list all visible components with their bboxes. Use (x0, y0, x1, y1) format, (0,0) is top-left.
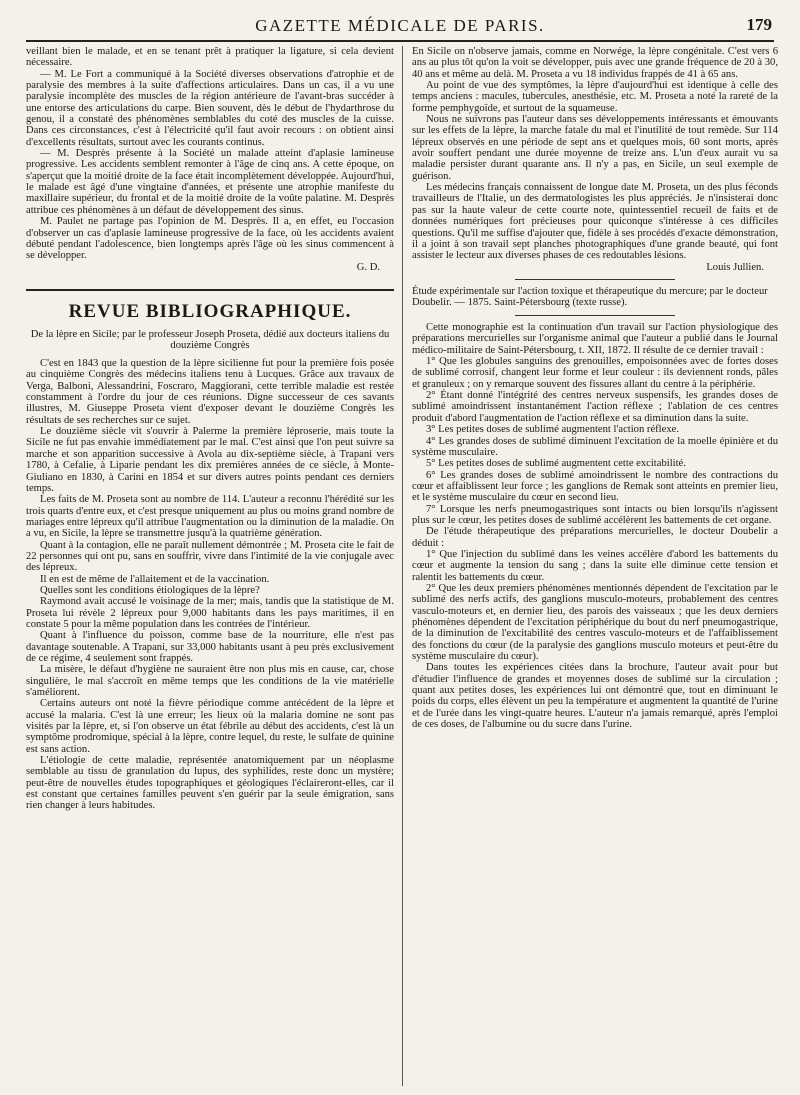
review-paragraph: Les faits de M. Proseta sont au nombre de 114. L'auteur a reconnu l'hérédité sur les trois quarts d'entre eux, et c'est presque uniquement au plus ou moins grand nombre de mariages entre lépreux qu'il attribue l'augmentation ou la diminution de la maladie. On a vu, en Sicile, la lèpre se transmettre jusqu'à la quatrième génération. (26, 494, 394, 540)
review-paragraph: Le douzième siècle vit s'ouvrir à Palerme la première léproserie, mais toute la Sicile ne fut pas envahie immédiatement par le mal. C'est ainsi que l'on peut suivre sa marche et son apparition successive à Avola au dix-septième siècle, à Trapani vers 1780, à Cefalie, à Liparie pendant les dix premières années de ce siècle, à Monte-Giuliano en 1830, à Carini en 1854 et sur divers autres points pendant ces derniers temps. (26, 426, 394, 494)
review-paragraph: Raymond avait accusé le voisinage de la mer; mais, tandis que la statistique de M. Proseta lui révèle 2 lépreux pour 9,000 habitants dans les pays maritimes, il en constate 5 pour la même population dans les contrées de l'intérieur. (26, 596, 394, 630)
article-paragraph: Nous ne suivrons pas l'auteur dans ses développements intéressants et émouvants sur les effets de la lèpre, la marche fatale du mal et l'inutilité de tout remède. Sur 114 lépreux observés en une période de sept ans et quelques mois, 60 sont morts, après avoir souffert pendant une durée moyenne de treize ans. L'un d'eux aurait vu sa maladie persister durant quarante ans. Il n'y a pas, en Sicile, un seul exemple de guérison. (412, 114, 778, 182)
article-paragraph: M. Paulet ne partage pas l'opinion de M. Desprès. Il a, en effet, eu l'occasion d'observer un cas d'aplasie lamineuse progressive de la face, où les accidents avaient débuté pendant l'adolescence, bien longtemps après l'âge où les sinus commencent à se développer. (26, 216, 394, 262)
review-paragraph: L'étiologie de cette maladie, représentée anatomiquement par un néoplasme semblable au tissu de granulation du lupus, des syphilides, reste donc un mystère; peut-être de nouvelles études topographiques et géologiques l'éclaireront-elles, car il est constant que certaines familles peuvent s'en guérir par la seule émigration, sans rien changer à leurs habitudes. (26, 755, 394, 812)
separator-rule (515, 279, 675, 280)
review-paragraph: 2° Étant donné l'intégrité des centres nerveux suspensifs, les grandes doses de sublimé amoindrissent instantanément l'action réflexe ; l'ablation de ces centres produit d'abord l'augmentation de l'action réflexe et sa diminution dans la suite. (412, 390, 778, 424)
review-paragraph: 1° Que l'injection du sublimé dans les veines accélère d'abord les battements du cœur et augmente la tension du sang ; dans la suite elle diminue cette tension et ralentit les battements du cœur. (412, 548, 778, 583)
review-title: Étude expérimentale sur l'action toxique et thérapeutique du mercure; par le docteur Doubelir. — 1875. Saint-Pétersbourg (texte russe). (412, 285, 768, 309)
signature: G. D. (356, 261, 380, 273)
left-column (26, 46, 394, 1086)
separator-rule (515, 315, 675, 316)
review-paragraph: 6° Les grandes doses de sublimé amoindrissent le nombre des contractions du cœur et affaiblissent leur force ; les ganglions de Remak sont atteints en premier lieu, et le système musculaire du cœur en second lieu. (412, 469, 778, 504)
right-column (412, 46, 778, 1086)
page-header (26, 10, 774, 42)
signature: Louis Jullien. (706, 261, 764, 273)
article-paragraph: — M. Desprès présente à la Société un malade atteint d'aplasie lamineuse progressive. Les accidents semblent remonter à l'âge de cinq ans. A cette époque, on s'aperçut que la moitié droite de la face était incomplètement développée. Aujourd'hui, le malade est âgé d'une vingtaine d'années, et présente une atrophie manifeste du maxillaire supérieur, du frontal et de la moitié droite de la voûte palatine. M. Desprès attribue ces phénomènes à un défaut de développement des sinus. (26, 148, 394, 216)
review-paragraph: 1° Que les globules sanguins des grenouilles, empoisonnées avec de fortes doses de sublimé corrosif, changent leur forme et leur couleur : ils deviennent ronds, pâles et granuleux ; on y remarque souvent des fissures allant du centre à la périphérie. (412, 356, 778, 390)
review-title: De la lèpre en Sicile; par le professeur Joseph Proseta, dédié aux docteurs italiens du douzième Congrès (30, 328, 390, 352)
review-paragraph: Certains auteurs ont noté la fièvre périodique comme antécédent de la lèpre et accusé la malaria. C'est là une erreur; les lieux où la malaria domine ne sont pas visités par la lèpre, et, si l'on observe un état fébrile au début des accidents, c'est là un symptôme prodromique, spécial à la lèpre, contre lequel, du reste, le sulfate de quinine est sans action. (26, 698, 394, 755)
review-paragraph: Quant à l'influence du poisson, comme base de la nourriture, elle n'est pas davantage soutenable. A Trapani, sur 33,000 habitants usant à peu près exclusivement de ce régime, 4 seulement sont frappés. (26, 630, 394, 664)
journal-title: GAZETTE MÉDICALE DE PARIS. (255, 16, 545, 35)
review-paragraph: 7° Lorsque les nerfs pneumogastriques sont intacts ou bien lorsqu'ils n'agissent plus sur le cœur, les petites doses de sublimé accélèrent les battements de cet organe. (412, 503, 778, 526)
column-divider (402, 46, 403, 1086)
section-title: REVUE BIBLIOGRAPHIQUE. (26, 289, 394, 323)
article-paragraph: veillant bien le malade, et en se tenant prêt à pratiquer la ligature, si cela devient nécessaire. (26, 46, 394, 69)
review-paragraph: Il en est de même de l'allaitement et de la vaccination. (40, 573, 270, 585)
review-paragraph: 4° Les grandes doses de sublimé diminuent l'excitation de la moelle épinière et du système musculaire. (412, 435, 778, 458)
article-paragraph: — M. Le Fort a communiqué à la Société diverses observations d'atrophie et de paralysie des membres à la suite d'affections articulaires. Dans un cas, il a vu une paralysie incomplète des muscles de la région antérieure de l'avant-bras succéder à une entorse des articulations du carpe. Bien souvent, dès le début de l'hydarthrose du genou, il a constaté des phénomènes semblables du coté des muscles de la cuisse. Dans ces circonstances, c'est à l'électricité qu'il faut avoir recours : on obtient ainsi d'excellents résultats, surtout avec les courants continus. (26, 68, 394, 148)
article-paragraph: Au point de vue des symptômes, la lèpre d'aujourd'hui est identique à celle des temps anciens : macules, tubercules, anesthésie, etc. M. Proseta a noté la rareté de la forme pemphygoïde, et surtout de la squameuse. (412, 80, 778, 114)
article-paragraph: En Sicile on n'observe jamais, comme en Norwége, la lèpre congénitale. C'est vers 6 ans au plus tôt qu'on la voit se développer, puis avec une grande fréquence de 20 à 30, 40 ans et même au delà. M. Proseta a vu 18 individus frappés de 41 à 65 ans. (412, 46, 778, 80)
review-paragraph: 3° Les petites doses de sublimé augmentent l'action réflexe. (426, 424, 679, 436)
review-paragraph: C'est en 1843 que la question de la lèpre sicilienne fut pour la première fois posée au cinquième Congrès des médecins italiens tenu à Lucques. Grâce aux travaux de Verga, Balboni, Alessandrini, Foscraro, Maggiorani, cette terrible maladie est restée constamment à l'ordre du jour de ces réunions. Digne successeur de ces savants illustres, M. Giuseppe Proseta vient d'exposer devant le douzième Congrès les résultats de ses recherches sur ce sujet. (26, 358, 394, 426)
review-paragraph: Quant à la contagion, elle ne paraît nullement démontrée ; M. Proseta cite le fait de 22 personnes qui ont pu, sans en souffrir, vivre dans l'intimité de la vie conjugale avec des lépreux. (26, 539, 394, 574)
article-paragraph: Les médecins français connaissent de longue date M. Proseta, un des plus féconds travailleurs de l'Italie, un des dermatologistes les plus appréciés. Je n'insisterai donc pas sur la haute valeur de cette courte note, quintessentiel recueil de faits et de données numériques fort précieuses pour quiconque s'intéresse à ces difficiles questions. Qu'il me suffise d'ajouter que, fidèle à ses procédés d'exacte démonstration, il a joint à son travail sept planches photographiques d'une grande beauté, qui font assister le lecteur aux diverses phases de ces redoutables lésions. (412, 182, 778, 262)
review-paragraph: La misère, le défaut d'hygiène ne sauraient être non plus mis en cause, car, chose singulière, le mal s'accroît en même temps que les conditions de la vie matérielle s'améliorent. (26, 664, 394, 699)
review-paragraph: 2° Que les deux premiers phénomènes mentionnés dépendent de l'excitation par le sublimé des nerfs actifs, des ganglions musculo-moteurs, probablement des centres vasculo-moteurs et, en dernier lieu, des parois des vaisseaux ; que les deux derniers phénomènes dépendent de l'excitation périphérique du bout du nerf pneumogastrique, de la diminution de l'excitabilité des centres vasculo-moteurs et de l'affaiblissement des fonctions du cœur (de la paralysie des ganglions musculo moteurs et peut-être du système musculaire du cœur). (412, 582, 778, 663)
review-paragraph: Quelles sont les conditions étiologiques de la lèpre? (40, 584, 260, 596)
review-paragraph: Dans toutes les expériences citées dans la brochure, l'auteur avait pour but d'étudier l'influence de grandes et moyennes doses de sublimé sur la circulation ; quant aux petites doses, les expériences lui ont démontré que, tout en diminuant le poids du corps, elles élèvent un peu la température et augmentent la quantité de l'urine et de l'urée dans les vingt-quatre heures. L'auteur n'a jamais remarqué, après l'emploi de ces doses, de l'albumine ou du sucre dans l'urine. (412, 662, 778, 731)
review-paragraph: De l'étude thérapeutique des préparations mercurielles, le docteur Doubelir a déduit : (412, 526, 778, 549)
review-paragraph: 5° Les petites doses de sublimé augmentent cette excitabilité. (426, 458, 686, 470)
page-number: 179 (746, 15, 772, 34)
review-paragraph: Cette monographie est la continuation d'un travail sur l'action physiologique des préparations mercurielles sur l'organisme animal que l'auteur a publié dans le Journal médico-militaire de Saint-Pétersbourg, t. XII, 1872. Il résulte de ce dernier travail : (412, 322, 778, 356)
